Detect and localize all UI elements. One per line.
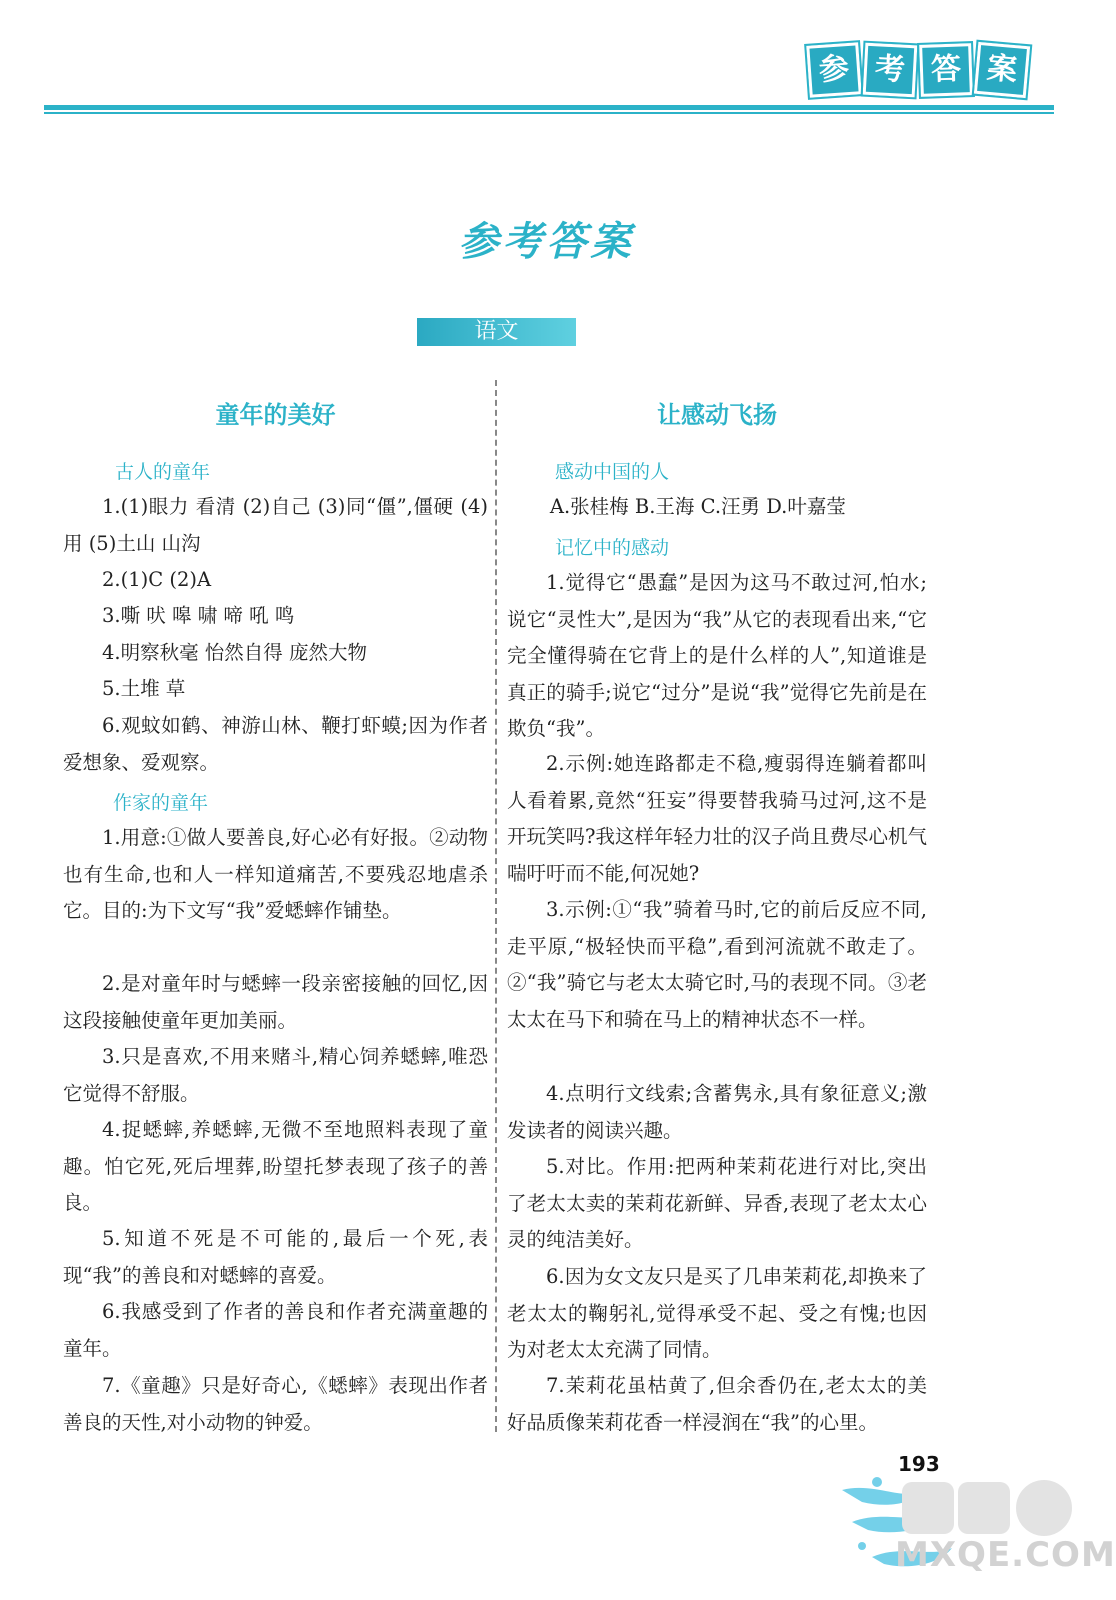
header-badge: 参 xyxy=(806,42,862,98)
answer-paragraph: 2.(1)C (2)A xyxy=(102,568,212,591)
subject-tab: 语文 xyxy=(417,318,576,346)
section-title: 童年的美好 xyxy=(215,400,336,429)
answer-paragraph: 5.对比。作用:把两种茉莉花进行对比,突出了老太太卖的茉莉花新鲜、异香,表现了老太太心灵的纯洁美好。 xyxy=(507,1155,927,1252)
header-rule-thin xyxy=(44,112,1054,114)
answer-paragraph: A.张桂梅 B.王海 C.汪勇 D.叶嘉莹 xyxy=(549,495,846,518)
answer-paragraph: 3.示例:①“我”骑着马时,它的前后反应不同,走平原,“极轻快而平稳”,看到河流就不敢走了。②“我”骑它与老太太骑它时,马的表现不同。③老太太在马下和骑在马上的精神状态不一样。 xyxy=(507,898,927,1031)
answer-paragraph: 5.知道不死是不可能的,最后一个死,表现“我”的善良和对蟋蟀的喜爱。 xyxy=(63,1227,488,1287)
answer-paragraph: 2.示例:她连路都走不稳,瘦弱得连躺着都叫人看着累,竟然“狂妄”得要替我骑马过河,这不是开玩笑吗?我这样年轻力壮的汉子尚且费尽心机气喘吁吁而不能,何况她? xyxy=(507,752,927,885)
answer-paragraph: 1.觉得它“愚蠢”是因为这马不敢过河,怕水;说它“灵性大”,是因为“我”从它的表现看出来,“它完全懂得骑在它背上的是什么样的人”,知道谁是真正的骑手;说它“过分”是说“我”觉得它先前是在欺负“我”。 xyxy=(507,571,927,741)
answer-paragraph: 6.我感受到了作者的善良和作者充满童趣的童年。 xyxy=(63,1300,488,1360)
page-number: 193 xyxy=(898,1452,940,1476)
answer-paragraph: 6.观蚊如鹤、神游山林、鞭打虾蟆;因为作者爱想象、爱观察。 xyxy=(63,714,488,774)
answer-paragraph: 3.只是喜欢,不用来赌斗,精心饲养蟋蟀,唯恐它觉得不舒服。 xyxy=(63,1045,488,1105)
answer-paragraph: 1.用意:①做人要善良,好心必有好报。②动物也有生命,也和人一样知道痛苦,不要残忍地虐杀它。目的:为下文写“我”爱蟋蟀作铺垫。 xyxy=(63,826,488,923)
watermark-site: MXQE.COM xyxy=(895,1535,1116,1575)
subsection-title: 记忆中的感动 xyxy=(555,537,670,559)
answer-paragraph: 5.土堆 草 xyxy=(102,677,186,700)
subsection-title: 古人的童年 xyxy=(115,461,211,483)
answer-paragraph: 1.(1)眼力 看清 (2)自己 (3)同“僵”,僵硬 (4)用 (5)土山 山沟 xyxy=(63,495,488,555)
answer-paragraph: 7.《童趣》只是好奇心,《蟋蟀》表现出作者善良的天性,对小动物的钟爱。 xyxy=(63,1374,488,1434)
subsection-title: 作家的童年 xyxy=(113,792,209,814)
header-badges xyxy=(808,44,1028,96)
answer-paragraph: 3.嘶 吠 嗥 啸 啼 吼 鸣 xyxy=(102,604,295,627)
column-divider xyxy=(495,380,497,1432)
page-title: 参考答案 xyxy=(458,218,635,265)
answer-paragraph: 7.茉莉花虽枯黄了,但余香仍在,老太太的美好品质像茉莉花香一样浸润在“我”的心里。 xyxy=(507,1374,927,1434)
header-badge: 答 xyxy=(919,43,973,97)
header-badge: 考 xyxy=(863,43,918,98)
answer-paragraph: 2.是对童年时与蟋蟀一段亲密接触的回忆,因这段接触使童年更加美丽。 xyxy=(63,972,488,1032)
watermark-logo xyxy=(832,1462,1082,1596)
answer-paragraph: 4.点明行文线索;含蓄隽永,具有象征意义;激发读者的阅读兴趣。 xyxy=(507,1082,927,1142)
header-rule xyxy=(44,105,1054,110)
answer-paragraph: 4.明察秋毫 怡然自得 庞然大物 xyxy=(102,641,368,664)
subsection-title: 感动中国的人 xyxy=(555,461,670,483)
answer-paragraph: 6.因为女文友只是买了几串茉莉花,却换来了老太太的鞠躬礼,觉得承受不起、受之有愧;也因为对老太太充满了同情。 xyxy=(507,1265,927,1362)
section-title: 让感动飞扬 xyxy=(657,400,777,429)
header-badge: 案 xyxy=(974,42,1030,98)
answer-paragraph: 4.捉蟋蟀,养蟋蟀,无微不至地照料表现了童趣。怕它死,死后埋葬,盼望托梦表现了孩子的善良。 xyxy=(63,1118,488,1215)
